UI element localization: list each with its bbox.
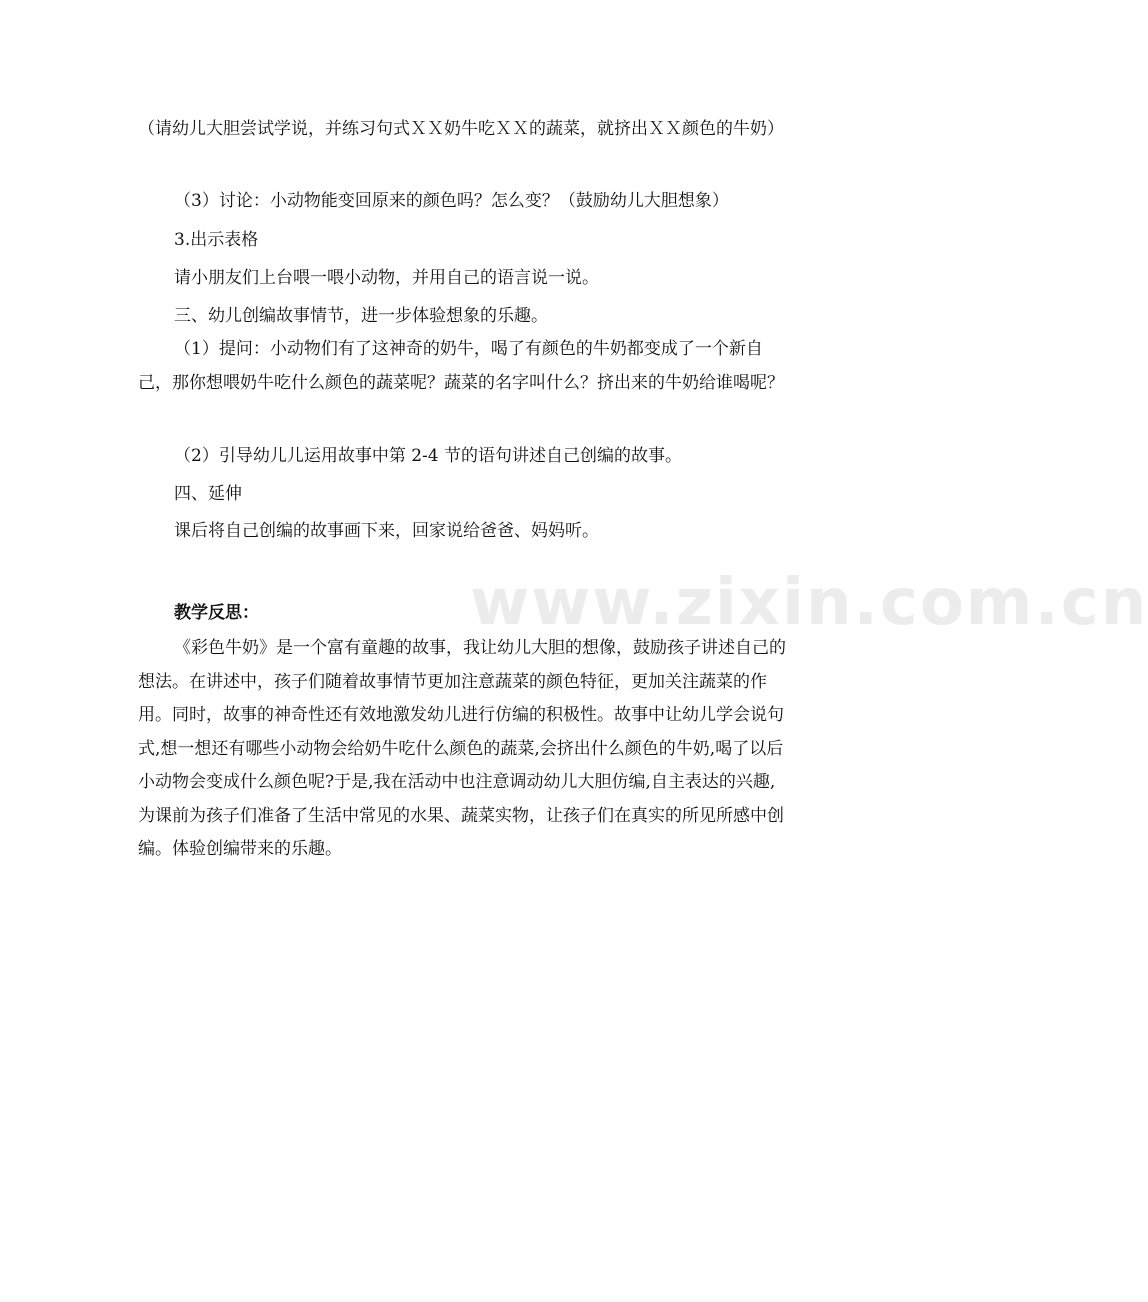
paragraph-sentence-practice: （请幼儿大胆尝试学说，并练习句式ＸＸ奶牛吃ＸＸ的蔬菜，就挤出ＸＸ颜色的牛奶）: [138, 119, 784, 139]
section-heading-3: 三、幼儿创编故事情节，进一步体验想象的乐趣。: [174, 306, 548, 326]
paragraph-extension: 课后将自己创编的故事画下来，回家说给爸爸、妈妈听。: [174, 521, 599, 541]
reflection-body: 《彩色牛奶》是一个富有童趣的故事，我让幼儿大胆的想像，鼓励孩子讲述自己的想法。在讲述中，孩子们随着故事情节更加注意蔬菜的颜色特征，更加关注蔬菜的作用。同时，故事的神奇性还有效地激发幼儿进行仿编的积极性。故事中让幼儿学会说句式,想一想还有哪些小动物会给奶牛吃什么颜色的蔬菜,会挤出什么颜色的牛奶,喝了以后小动物会变成什么颜色呢?于是,我在活动中也注意调动幼儿大胆仿编,自主表达的兴趣,为课前为孩子们准备了生活中常见的水果、蔬菜实物，让孩子们在真实的所见所感中创编。体验创编带来的乐趣。: [138, 638, 786, 859]
paragraph-guide: （2）引导幼儿儿运用故事中第 2-4 节的语句讲述自己创编的故事。: [174, 446, 682, 466]
paragraph-discussion: （3）讨论：小动物能变回原来的颜色吗？怎么变？（鼓励幼儿大胆想象）: [174, 191, 729, 211]
paragraph-show-table: 3.出示表格: [174, 230, 259, 250]
reflection-heading: 教学反思：: [174, 603, 259, 623]
watermark: www.zixin.com.cn: [470, 566, 1148, 640]
paragraph-question: （1）提问：小动物们有了这神奇的奶牛，喝了有颜色的牛奶都变成了一个新自己，那你想喂奶牛吃什么颜色的蔬菜呢？蔬菜的名字叫什么？挤出来的牛奶给谁喝呢？: [138, 339, 784, 393]
section-heading-4: 四、延伸: [174, 484, 242, 504]
paragraph-feed-animals: 请小朋友们上台喂一喂小动物，并用自己的语言说一说。: [174, 268, 599, 288]
